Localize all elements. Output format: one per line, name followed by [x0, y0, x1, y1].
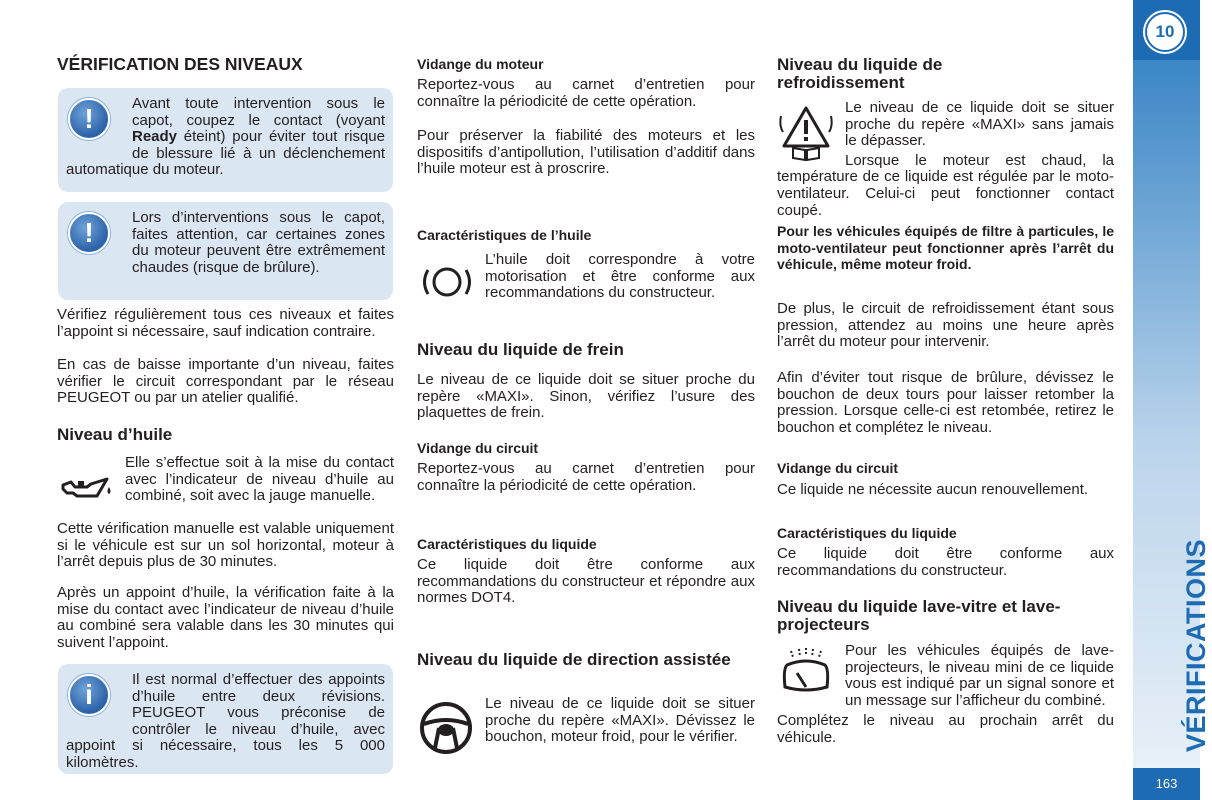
brake-fluid-spec-heading: Caractéristiques du liquide	[417, 536, 597, 552]
info-text: Il est normal d’effectuer des appoints d’huile entre deux révisions. PEUGEOT vous préconise de contrôler le niveau d’huile, avec appoint si nécessaire, tous les 5 000 kilomètres.	[66, 671, 385, 771]
brake-fluid-heading: Niveau du liquide de frein	[417, 340, 624, 359]
brake-fluid-spec-text: Ce liquide doit être conforme aux recommandations du constructeur et répondre aux normes DOT4.	[417, 556, 755, 607]
warning-text-hot: Lors d’interventions sous le capot, faites attention, car certaines zones du moteur peuvent être extrêmement chaudes (risque de brûlure).	[132, 209, 385, 276]
intro-paragraph: Vérifiez régulièrement tous ces niveaux et faites l’appoint si nécessaire, sauf indication contraire.	[57, 306, 394, 340]
coolant-heading: Niveau du liquide de refroidissement	[777, 55, 943, 92]
washer-fluid-heading: Niveau du liquide lave-vitre et lave-projecteurs	[777, 597, 1061, 634]
coolant-text-2: Lorsque le moteur est chaud, la température de ce liquide est régulée par le moto-ventilateur. Celui-ci peut fonctionner contact coupé.	[777, 151, 1114, 219]
warning-icon: !	[68, 212, 110, 254]
oil-can-icon	[57, 469, 115, 509]
oil-spec-text: L’huile doit correspondre à votre motorisation et être conforme aux recommandations du constructeur.	[485, 251, 755, 302]
chapter-sidebar	[1133, 0, 1211, 800]
oil-paragraph-3: Après un appoint d’huile, la vérification faite à la mise du contact avec l’indicateur de niveau d’huile au combiné sera valable dans les 30 minutes qui suivent l’appoint.	[57, 584, 394, 651]
section-title-vertical: VÉRIFICATIONS	[1181, 538, 1211, 752]
oil-paragraph-1: Elle s’effectue soit à la mise du contact avec l’indicateur de niveau d’huile au combiné, soit avec la jauge manuelle.	[125, 454, 394, 505]
washer-icon	[777, 647, 835, 699]
power-steering-text: Le niveau de ce liquide doit se situer proche du repère «MAXI». Dévissez le bouchon, moteur froid, pour le vérifier.	[485, 695, 755, 746]
coolant-drain-text: Ce liquide ne nécessite aucun renouvellement.	[777, 481, 1089, 498]
engine-oil-change-text: Reportez-vous au carnet d’entretien pour connaître la périodicité de cette opération.	[417, 76, 755, 110]
warning-icon: !	[68, 98, 110, 140]
page-title: VÉRIFICATION DES NIVEAUX	[57, 54, 303, 74]
washer-text-1: Pour les véhicules équipés de lave-projecteurs, le niveau mini de ce liquide vous est indiqué par un signal sonore et un message sur l’afficheur du combiné.	[845, 642, 1114, 709]
brake-circuit-drain-text: Reportez-vous au carnet d’entretien pour connaître la périodicité de cette opération.	[417, 460, 755, 494]
coolant-text-4: Afin d’éviter tout risque de brûlure, dévissez le bouchon de deux tours pour laisser retomber la pression. Lorsque celle-ci est retombée, retirez le bouchon et complétez le niveau.	[777, 369, 1114, 436]
oil-spec-heading: Caractéristiques de l’huile	[417, 227, 592, 243]
coolant-spec-text: Ce liquide doit être conforme aux recommandations du constructeur.	[777, 545, 1114, 579]
brake-circuit-drain-heading: Vidange du circuit	[417, 440, 539, 456]
oil-spec-icon	[417, 260, 477, 304]
coolant-warning-icon	[777, 102, 835, 162]
power-steering-heading: Niveau du liquide de direction assistée	[417, 650, 731, 669]
engine-oil-change-heading: Vidange du moteur	[417, 56, 544, 72]
oil-level-heading: Niveau d’huile	[57, 425, 173, 444]
coolant-spec-heading: Caractéristiques du liquide	[777, 525, 957, 541]
coolant-drain-heading: Vidange du circuit	[777, 460, 899, 476]
coolant-particle-filter-note: Pour les véhicules équipés de filtre à particules, le moto-ventilateur peut fonctionner après l’arrêt du véhicule, même moteur froid.	[777, 223, 1114, 273]
page-number: 163	[1133, 768, 1200, 800]
coolant-text-3: De plus, le circuit de refroidissement étant sous pression, attendez au moins une heure après l’arrêt du moteur pour intervenir.	[777, 300, 1114, 351]
brake-fluid-text: Le niveau de ce liquide doit se situer proche du repère «MAXI». Sinon, vérifiez l’usure des plaquettes de frein.	[417, 371, 755, 422]
info-box	[58, 664, 393, 774]
coolant-text-1: Le niveau de ce liquide doit se situer proche du repère «MAXI» sans jamais le dépasser.	[845, 99, 1114, 150]
engine-oil-additive-text: Pour préserver la fiabilité des moteurs et les dispositifs d’antipollution, l’utilisation d’additif dans l’huile moteur est à proscrire.	[417, 127, 755, 178]
info-icon: i	[68, 674, 110, 716]
washer-text-2: Complétez le niveau au prochain arrêt du véhicule.	[777, 712, 1114, 746]
warning-box-ready	[58, 88, 393, 192]
intro-paragraph-2: En cas de baisse importante d’un niveau, faites vérifier le circuit correspondant par le réseau PEUGEOT ou par un atelier qualifié.	[57, 356, 394, 407]
warning-text-ready: Avant toute intervention sous le capot, coupez le contact (voyant Ready éteint) pour éviter tout risque de blessure lié à un déclenchement automatique du moteur.	[66, 95, 385, 179]
chapter-number-badge: 10	[1145, 12, 1185, 52]
warning-box-hot	[58, 202, 393, 300]
oil-paragraph-2: Cette vérification manuelle est valable uniquement si le véhicule est sur un sol horizontal, moteur à l’arrêt depuis plus de 30 minutes.	[57, 520, 394, 571]
steering-wheel-icon	[417, 700, 475, 756]
